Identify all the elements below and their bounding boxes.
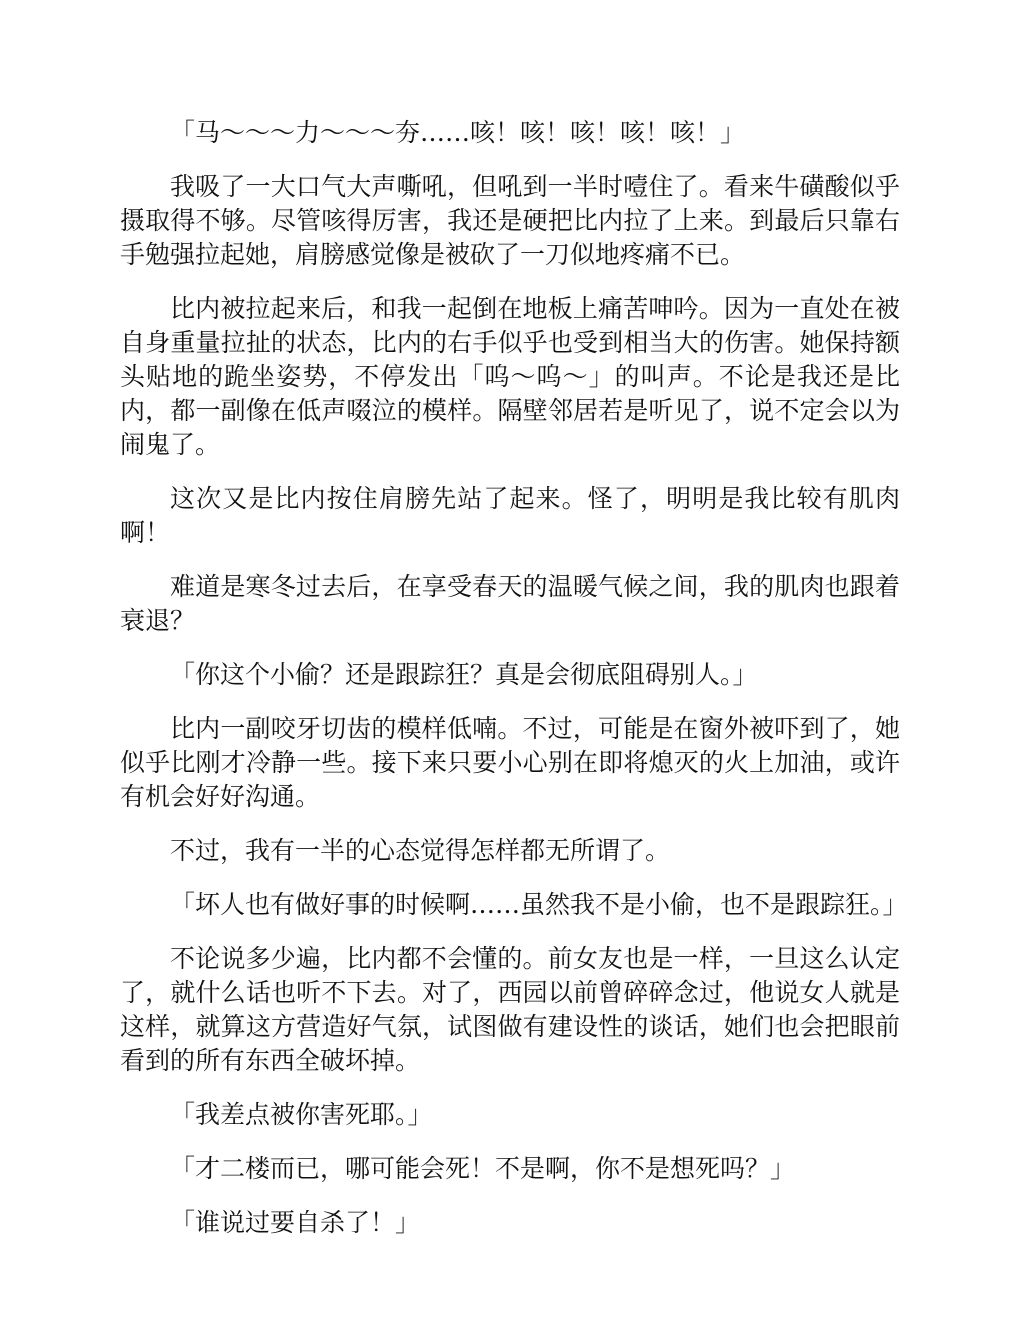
paragraph-6: 「你这个小偷？还是跟踪狂？真是会彻底阻碍别人。」: [170, 660, 758, 689]
paragraph-10: 不论说多少遍，比内都不会懂的。前女友也是一样，一旦这么认定了，就什么话也听不下去。对了，西园以前曾碎碎念过，他说女人就是这样，就算这方营造好气氛，试图做有建设性的谈话，她们也会把眼前看到的所有东西全破坏掉。: [120, 944, 900, 1075]
document-page: [120, 116, 908, 1260]
paragraph-12: 「才二楼而已，哪可能会死！不是啊，你不是想死吗？」: [170, 1154, 796, 1183]
paragraph-4: 这次又是比内按住肩膀先站了起来。怪了，明明是我比较有肌肉啊！: [120, 484, 900, 547]
paragraph-7: 比内一副咬牙切齿的模样低喃。不过，可能是在窗外被吓到了，她似乎比刚才冷静一些。接下来只要小心别在即将熄灭的火上加油，或许有机会好好沟通。: [120, 714, 900, 811]
paragraph-8: 不过，我有一半的心态觉得怎样都无所谓了。: [170, 836, 671, 865]
paragraph-3: 比内被拉起来后，和我一起倒在地板上痛苦呻吟。因为一直处在被自身重量拉扯的状态，比内的右手似乎也受到相当大的伤害。她保持额头贴地的跪坐姿势，不停发出「呜～呜～」的叫声。不论是我还是比内，都一副像在低声啜泣的模样。隔壁邻居若是听见了，说不定会以为闹鬼了。: [120, 294, 900, 459]
paragraph-5: 难道是寒冬过去后，在享受春天的温暖气候之间，我的肌肉也跟着衰退？: [120, 572, 900, 635]
paragraph-9: 「坏人也有做好事的时候啊……虽然我不是小偷，也不是跟踪狂。」: [170, 890, 908, 919]
paragraph-13: 「谁说过要自杀了！」: [170, 1208, 421, 1237]
paragraph-1: 「马～～～力～～～夯……咳！咳！咳！咳！咳！」: [170, 118, 746, 147]
paragraph-2: 我吸了一大口气大声嘶吼，但吼到一半时噎住了。看来牛磺酸似乎摄取得不够。尽管咳得厉害，我还是硬把比内拉了上来。到最后只靠右手勉强拉起她，肩膀感觉像是被砍了一刀似地疼痛不已。: [120, 172, 900, 269]
paragraph-11: 「我差点被你害死耶。」: [170, 1100, 433, 1129]
